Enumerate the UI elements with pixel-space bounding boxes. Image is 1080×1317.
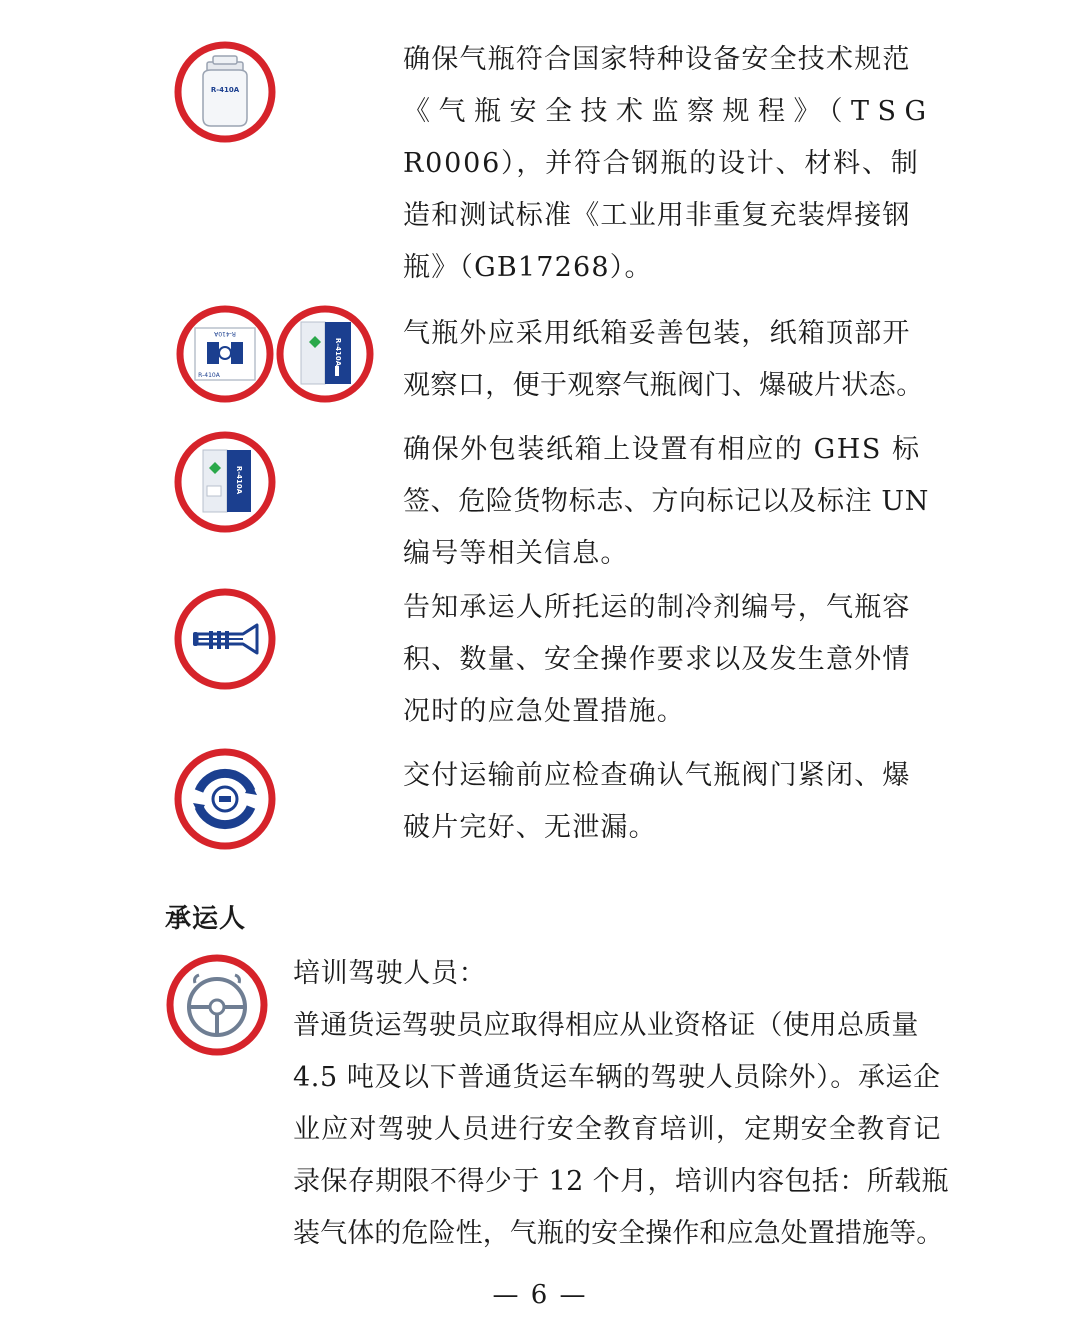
text-line: 观察口，便于观察气瓶阀门、爆破片状态。	[403, 370, 924, 401]
text-line: 气瓶外应采用纸箱妥善包装，纸箱顶部开	[403, 318, 911, 349]
text-line: 况时的应急处置措施。	[403, 696, 685, 727]
valve-check-icon	[173, 747, 277, 851]
text-line: 确保外包装纸箱上设置有相应的 GHS 标	[403, 434, 921, 465]
paragraph-cylinder-standard	[403, 34, 935, 294]
text-line: 积、数量、安全操作要求以及发生意外情	[403, 644, 911, 675]
section-heading-carrier: 承运人	[165, 904, 247, 934]
text-line: R0006），并符合钢瓶的设计、材料、制	[403, 148, 920, 179]
paragraph-driver-training	[293, 948, 968, 1260]
carton-top-icon	[175, 304, 275, 404]
paragraph-carton-packaging	[403, 308, 928, 412]
text-line: 装气体的危险性，气瓶的安全操作和应急处置措施等。	[293, 1218, 944, 1249]
page-number: — 6 —	[492, 1280, 588, 1310]
text-line: 造和测试标准《工业用非重复充装焊接钢	[403, 200, 911, 231]
carton-side-label: R-410A	[334, 337, 342, 367]
paragraph-notify-carrier	[403, 582, 928, 738]
text-line: 业应对驾驶人员进行安全教育培训，定期安全教育记	[293, 1114, 942, 1145]
paragraph-pre-delivery-check	[403, 750, 928, 854]
carton-top-label: R-410A	[198, 372, 220, 379]
text-line: 普通货运驾驶员应取得相应从业资格证（使用总质量	[293, 1010, 919, 1041]
carton-side-icon	[273, 304, 377, 404]
text-line: 编号等相关信息。	[403, 538, 629, 569]
labeled-carton-label: R-410A	[235, 465, 243, 495]
paragraph-ghs-labels	[403, 424, 928, 580]
labeled-carton-icon	[173, 430, 277, 534]
text-line: 告知承运人所托运的制冷剂编号，气瓶容	[403, 592, 911, 623]
cylinder-label: R-410A	[210, 86, 240, 94]
text-line: 《气瓶安全技术监察规程》（TSG	[403, 96, 935, 127]
text-line: 交付运输前应检查确认气瓶阀门紧闭、爆	[403, 760, 911, 791]
steering-wheel-icon	[165, 953, 269, 1057]
trumpet-icon	[173, 587, 277, 691]
text-line: 录保存期限不得少于 12 个月，培训内容包括：所载瓶	[293, 1166, 949, 1197]
text-line: 4.5 吨及以下普通货运车辆的驾驶人员除外）。承运企	[293, 1062, 941, 1093]
text-line: 签、危险货物标志、方向标记以及标注 UN	[403, 486, 929, 517]
text-line: 瓶》（GB17268）。	[403, 252, 653, 283]
text-line: 确保气瓶符合国家特种设备安全技术规范	[403, 44, 911, 75]
carton-top-label-flipped: R-410A	[214, 330, 236, 337]
cylinder-icon	[173, 40, 277, 144]
text-line: 培训驾驶人员：	[293, 958, 487, 989]
text-line: 破片完好、无泄漏。	[403, 812, 657, 843]
